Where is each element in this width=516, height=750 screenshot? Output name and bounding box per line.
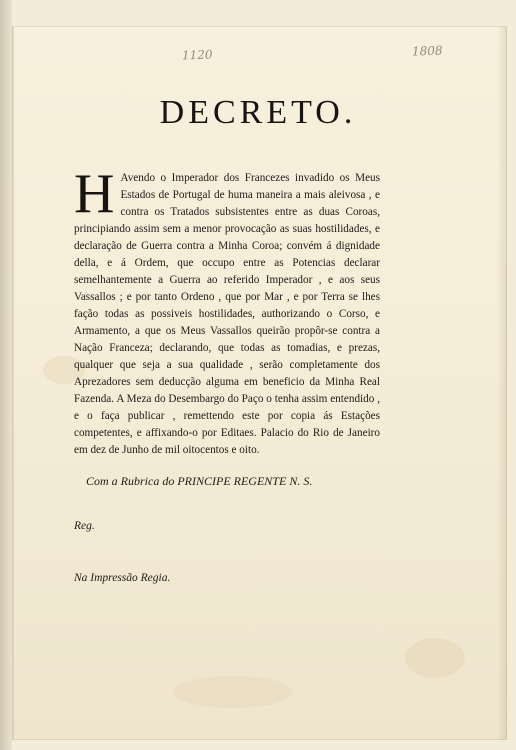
document-title: DECRETO. <box>159 94 357 131</box>
foxing-stain <box>405 638 465 678</box>
signature-line: Com a Rubrica do PRINCIPE REGENTE N. S. <box>86 474 313 488</box>
decree-text: Avendo o Imperador dos Francezes invadido os Meus Estados de Portugal de huma maneira a mais aleivosa , e contra os Tratados subsistentes entre as duas Coroas, principiando assim sem a menor provocação as suas hostilidades, e declaração de Guerra contra a Minha Coroa; convém á dignidade della, e á Ordem, que occupo entre as Potencias declarar semelhantemente a Guerra ao referido Imperador , e aos seus Vassallos ; e por tanto Ordeno , que por Mar , e por Terra se lhes fação todas as possiveis hostilidades, authorizando o Corso, e Armamento, a que os Meus Vassallos queirão propôr-se contra a Nação Franceza; declarando, que todas as tomadias, e prezas, qualquer que seja a sua qualidade , serão completamente dos Aprezadores sem deducção alguma em beneficio da Minha Real Fazenda. A Meza do Desembargo do Paço o tenha assim entendido , e o faça publicar , remettendo este por copia ás Estações competentes, e affixando-o por Editaes. Palacio do Rio de Janeiro em dez de Junho de mil oitocentos e oito. <box>74 172 380 456</box>
pencil-note-right: 1808 <box>411 43 443 59</box>
foxing-stain <box>173 676 293 708</box>
decree-body <box>74 163 380 459</box>
imprint-line: Na Impressão Regia. <box>74 572 171 584</box>
pencil-note-left: 1120 <box>181 47 213 63</box>
registration-note: Reg. <box>74 520 95 532</box>
drop-cap: H <box>74 163 115 225</box>
